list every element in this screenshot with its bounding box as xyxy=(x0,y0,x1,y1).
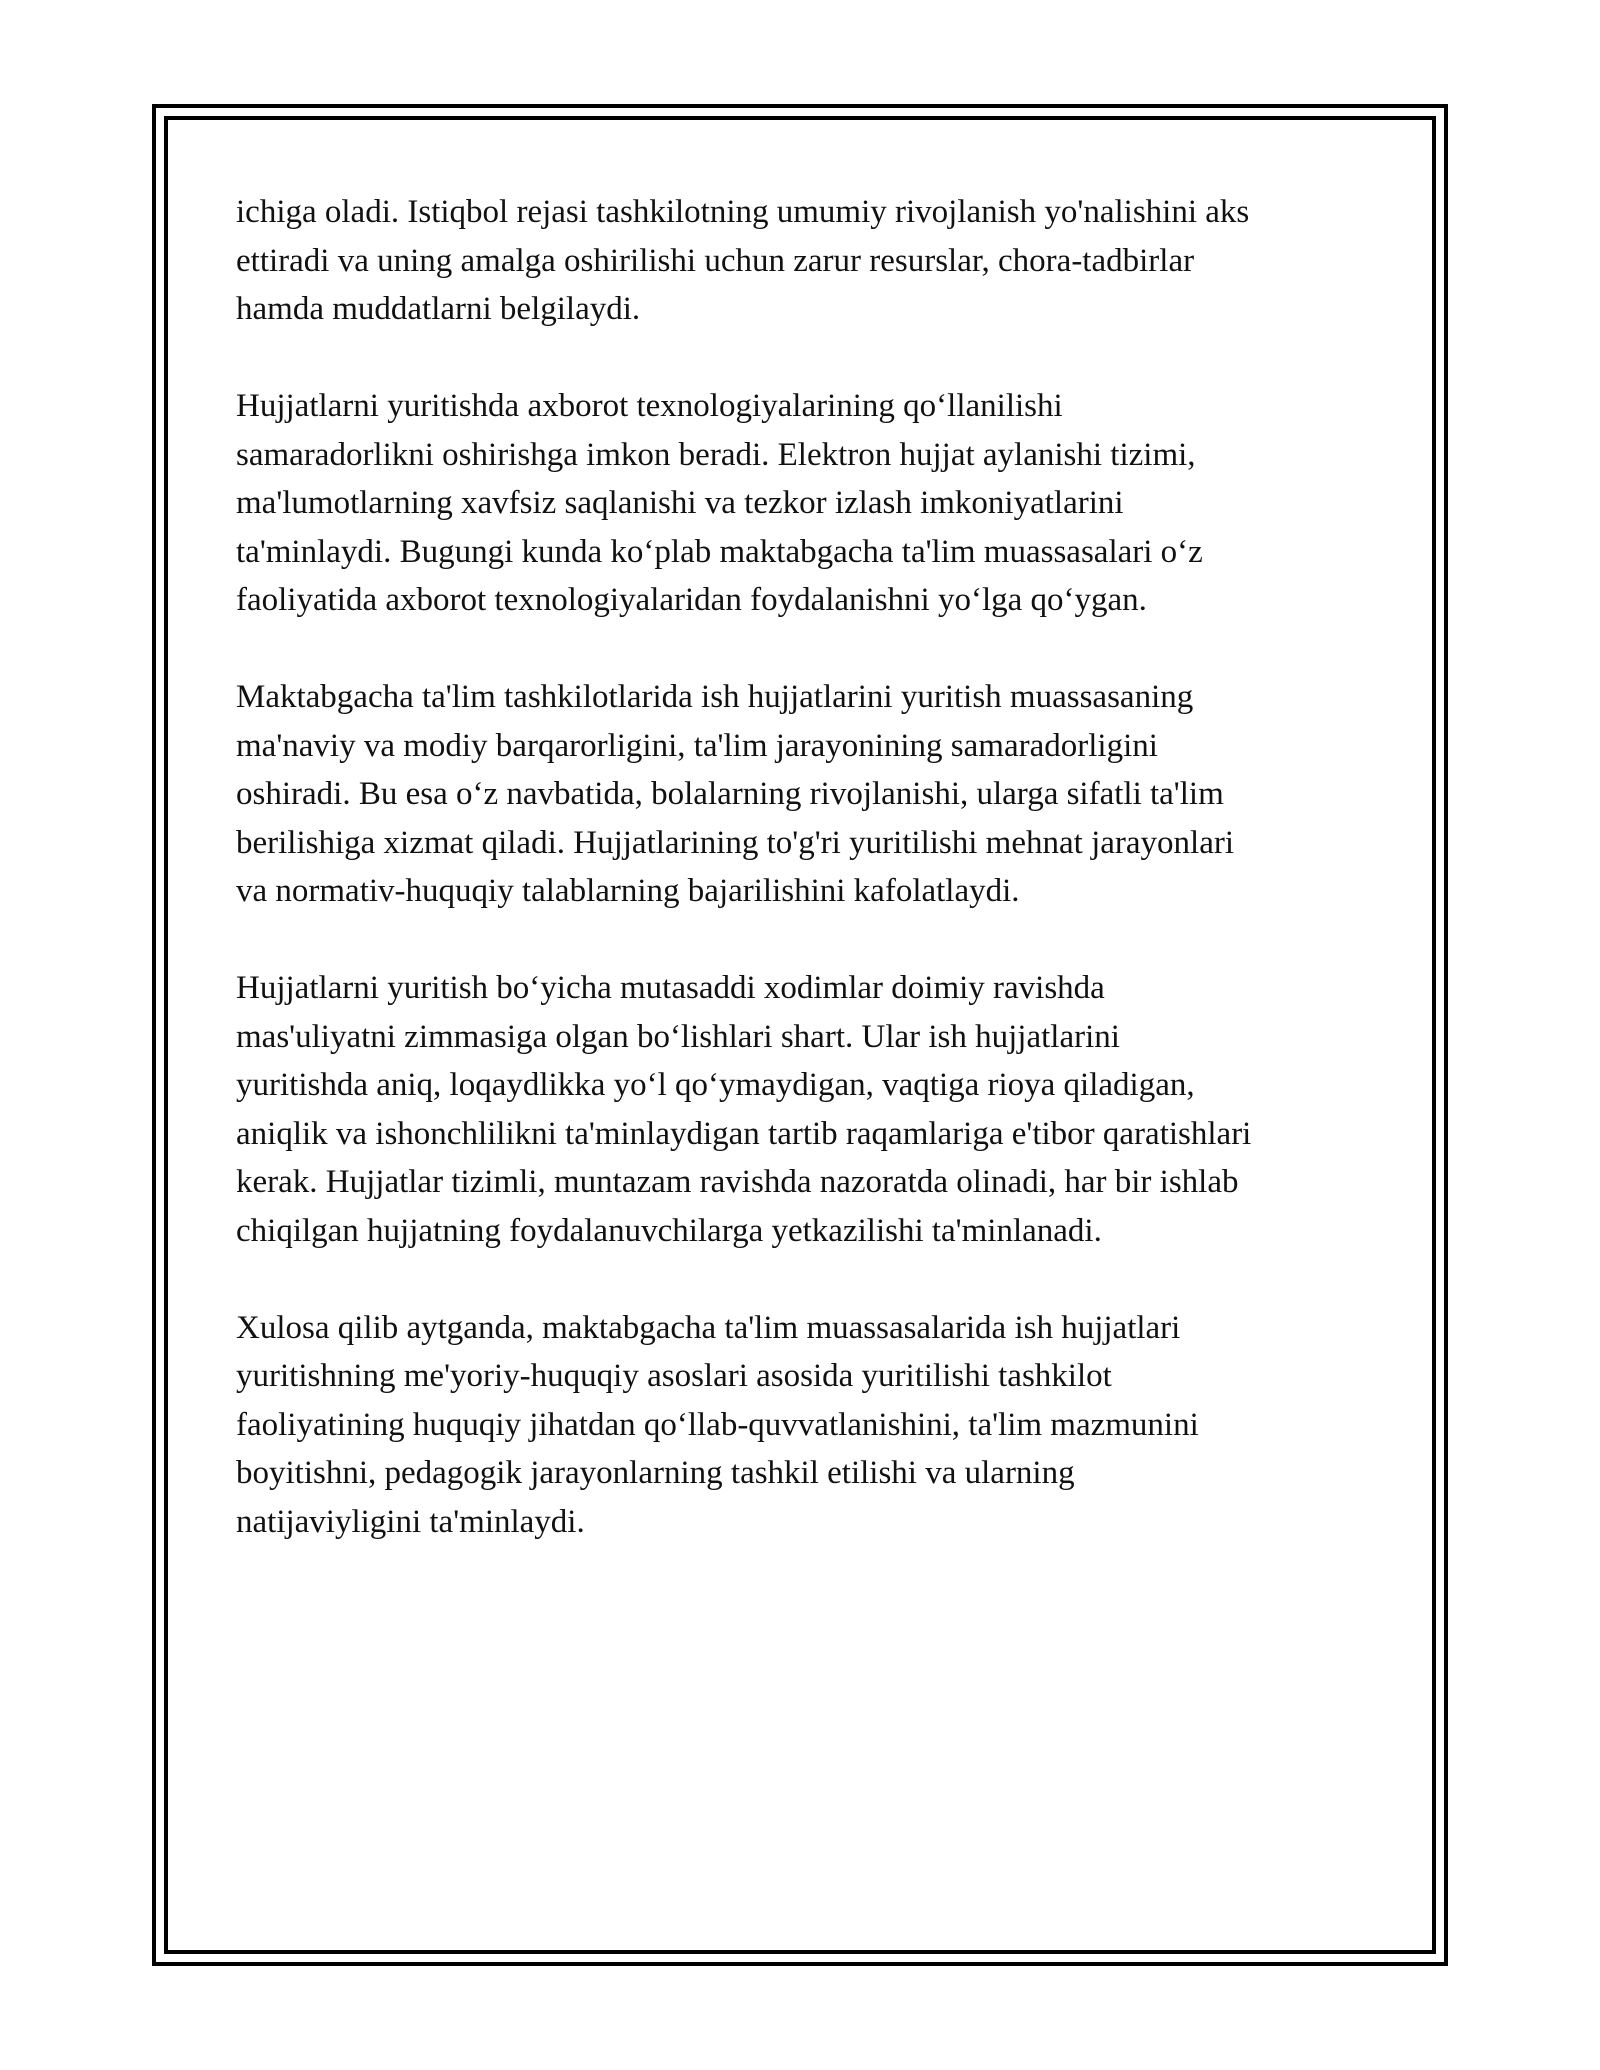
document-body xyxy=(236,188,1376,1595)
text-line: faoliyatida axborot texnologiyalaridan foydalanishni yo‘lga qo‘ygan. xyxy=(236,582,1147,618)
paragraph-1 xyxy=(236,188,1376,334)
text-line: va normativ-huquqiy talablarning bajarilishini kafolatlaydi. xyxy=(236,873,1020,909)
text-line: ma'lumotlarning xavfsiz saqlanishi va tezkor izlash imkoniyatlarini xyxy=(236,485,1124,521)
text-line: ichiga oladi. Istiqbol rejasi tashkilotning umumiy rivojlanish yo'nalishini aks xyxy=(236,194,1250,230)
text-line: faoliyatining huquqiy jihatdan qo‘llab-quvvatlanishini, ta'lim mazmunini xyxy=(236,1406,1199,1443)
text-line: Hujjatlarni yuritishda axborot texnologiyalarining qo‘llanilishi xyxy=(236,388,1063,424)
paragraph-2 xyxy=(236,382,1376,625)
paragraph-5 xyxy=(236,1304,1376,1547)
text-line: kerak. Hujjatlar tizimli, muntazam ravishda nazoratda olinadi, har bir ishlab xyxy=(236,1164,1239,1200)
text-line: chiqilgan hujjatning foydalanuvchilarga yetkazilishi ta'minlanadi. xyxy=(236,1212,1102,1249)
text-line: ettiradi va uning amalga oshirilishi uchun zarur resurslar, chora-tadbirlar xyxy=(236,242,1195,279)
text-line: ta'minlaydi. Bugungi kunda ko‘plab maktabgacha ta'lim muassasalari o‘z xyxy=(236,533,1203,570)
text-line: mas'uliyatni zimmasiga olgan bo‘lishlari shart. Ular ish hujjatlarini xyxy=(236,1018,1120,1055)
text-line: ma'naviy va modiy barqarorligini, ta'lim jarayonining samaradorligini xyxy=(236,727,1158,764)
text-line: Maktabgacha ta'lim tashkilotlarida ish hujjatlarini yuritish muassasaning xyxy=(236,679,1194,715)
text-line: boyitishni, pedagogik jarayonlarning tashkil etilishi va ularning xyxy=(236,1455,1075,1491)
text-line: natijaviyligini ta'minlaydi. xyxy=(236,1503,585,1540)
text-line: oshiradi. Bu esa o‘z navbatida, bolalarning rivojlanishi, ularga sifatli ta'lim xyxy=(236,776,1224,812)
text-line: aniqlik va ishonchlilikni ta'minlaydigan tartib raqamlariga e'tibor qaratishlari xyxy=(236,1115,1252,1152)
text-line: hamda muddatlarni belgilaydi. xyxy=(236,291,641,327)
text-line: Xulosa qilib aytganda, maktabgacha ta'lim muassasalarida ish hujjatlari xyxy=(236,1309,1181,1346)
text-line: yuritishning me'yoriy-huquqiy asoslari asosida yuritilishi tashkilot xyxy=(236,1358,1112,1394)
text-line: berilishiga xizmat qiladi. Hujjatlarining to'g'ri yuritilishi mehnat jarayonlari xyxy=(236,824,1234,861)
text-line: Hujjatlarni yuritish bo‘yicha mutasaddi xodimlar doimiy ravishda xyxy=(236,970,1105,1006)
text-line: yuritishda aniq, loqaydlikka yo‘l qo‘ymaydigan, vaqtiga rioya qiladigan, xyxy=(236,1067,1195,1103)
paragraph-4 xyxy=(236,964,1376,1255)
paragraph-3 xyxy=(236,673,1376,916)
text-line: samaradorlikni oshirishga imkon beradi. Elektron hujjat aylanishi tizimi, xyxy=(236,436,1196,473)
